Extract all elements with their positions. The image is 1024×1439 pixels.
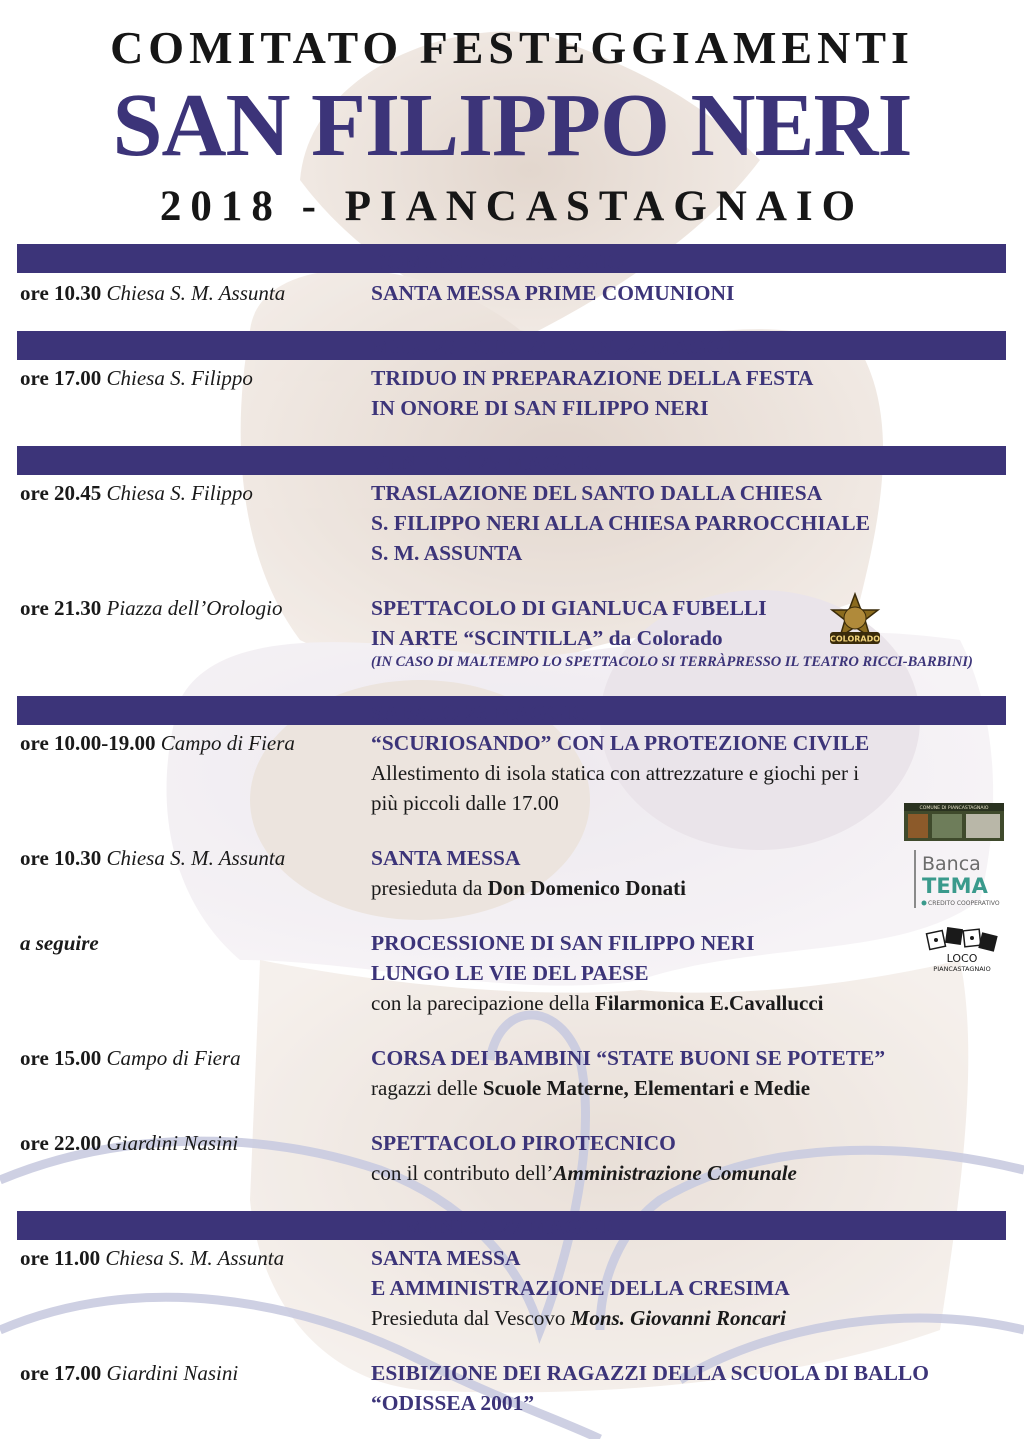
- pro-loco-logo: [924, 926, 1000, 976]
- event-time-place: ore 20.45 Chiesa S. Filippo: [20, 481, 253, 505]
- day-label: DOMENICA 20 MAGGIO: [371, 249, 624, 274]
- day-label: VENERDÌ 25 MAGGIO: [371, 450, 603, 475]
- event-description: Presieduta dal Vescovo Mons. Giovanni Roncari: [371, 1306, 786, 1330]
- event-description: più piccoli dalle 17.00: [371, 791, 559, 815]
- event-title: TRASLAZIONE DEL SANTO DALLA CHIESA: [371, 481, 823, 505]
- event-title: ESIBIZIONE DEI RAGAZZI DELLA SCUOLA DI BALLO: [371, 1361, 929, 1385]
- svg-text:LOCO: LOCO: [946, 952, 978, 965]
- event-time-place: ore 10.00-19.00 Campo di Fiera: [20, 731, 295, 755]
- year-location: 2018 - PIANCASTAGNAIO: [159, 183, 865, 230]
- day-label: DOMENICA 27 MAGGIO: [371, 1214, 624, 1239]
- event-time-place: ore 17.00 Chiesa S. Filippo: [20, 366, 253, 390]
- event-title: S. M. ASSUNTA: [371, 541, 523, 565]
- banca-tema-logo: [914, 850, 1004, 910]
- event-description: presieduta da Don Domenico Donati: [371, 876, 686, 900]
- event-title: CORSA DEI BAMBINI “STATE BUONI SE POTETE”: [371, 1046, 886, 1070]
- event-description: ragazzi delle Scuole Materne, Elementari e Medie: [371, 1076, 811, 1100]
- event-title: SAN FILIPPO NERI: [112, 76, 912, 175]
- svg-text:Banca: Banca: [922, 853, 981, 875]
- event-time-place: ore 15.00 Campo di Fiera: [20, 1046, 241, 1070]
- event-title: LUNGO LE VIE DEL PAESE: [371, 961, 649, 985]
- day-label: MER. 23 - GIO. 24 - VEN. 25 MAGGIO: [371, 334, 749, 359]
- event-title: PROCESSIONE DI SAN FILIPPO NERI: [371, 931, 755, 955]
- event-title: SPETTACOLO PIROTECNICO: [371, 1131, 676, 1155]
- weather-note: (IN CASO DI MALTEMPO LO SPETTACOLO SI TERRÀPRESSO IL TEATRO RICCI-BARBINI): [371, 654, 973, 670]
- event-time-place: ore 10.30 Chiesa S. M. Assunta: [20, 846, 286, 870]
- svg-text:PIANCASTAGNAIO: PIANCASTAGNAIO: [933, 965, 991, 973]
- event-time-place: ore 17.00 Giardini Nasini: [20, 1361, 239, 1385]
- svg-text:CREDITO COOPERATIVO: CREDITO COOPERATIVO: [928, 900, 1000, 907]
- event-description: Allestimento di isola statica con attrezzature e giochi per i: [371, 761, 860, 785]
- svg-text:COMUNE DI PIANCASTAGNAIO: COMUNE DI PIANCASTAGNAIO: [919, 806, 989, 811]
- event-title: IN ONORE DI SAN FILIPPO NERI: [371, 396, 709, 420]
- event-time-place: ore 21.30 Piazza dell’Orologio: [20, 596, 283, 620]
- event-description: con il contributo dell’Amministrazione Comunale: [371, 1161, 797, 1185]
- event-title: S. FILIPPO NERI ALLA CHIESA PARROCCHIALE: [371, 511, 870, 535]
- colorado-logo: [824, 592, 886, 648]
- committee-title: COMITATO FESTEGGIAMENTI: [110, 22, 914, 73]
- event-time-place: ore 11.00 Chiesa S. M. Assunta: [20, 1246, 285, 1270]
- event-title: SANTA MESSA PRIME COMUNIONI: [371, 281, 735, 305]
- event-title: IN ARTE “SCINTILLA” da Colorado: [371, 626, 723, 650]
- event-title: SANTA MESSA: [371, 846, 521, 870]
- event-title: SANTA MESSA: [371, 1246, 521, 1270]
- event-time-place: ore 22.00 Giardini Nasini: [20, 1131, 239, 1155]
- event-time-place: a seguire: [20, 931, 99, 955]
- event-title: “ODISSEA 2001”: [371, 1391, 535, 1415]
- svg-text:COLORADO: COLORADO: [829, 634, 881, 644]
- event-title: E AMMINISTRAZIONE DELLA CRESIMA: [371, 1276, 790, 1300]
- event-time-place: ore 10.30 Chiesa S. M. Assunta: [20, 281, 286, 305]
- day-label: SABATO 26 MAGGIO: [371, 700, 589, 725]
- event-title: TRIDUO IN PREPARAZIONE DELLA FESTA: [371, 366, 814, 390]
- event-title: SPETTACOLO DI GIANLUCA FUBELLI: [371, 596, 767, 620]
- comune-logo: [904, 803, 1004, 841]
- event-description: con la parecipazione della Filarmonica E.Cavallucci: [371, 991, 824, 1015]
- event-title: “SCURIOSANDO” CON LA PROTEZIONE CIVILE: [371, 731, 870, 755]
- svg-text:TEMA: TEMA: [922, 874, 988, 898]
